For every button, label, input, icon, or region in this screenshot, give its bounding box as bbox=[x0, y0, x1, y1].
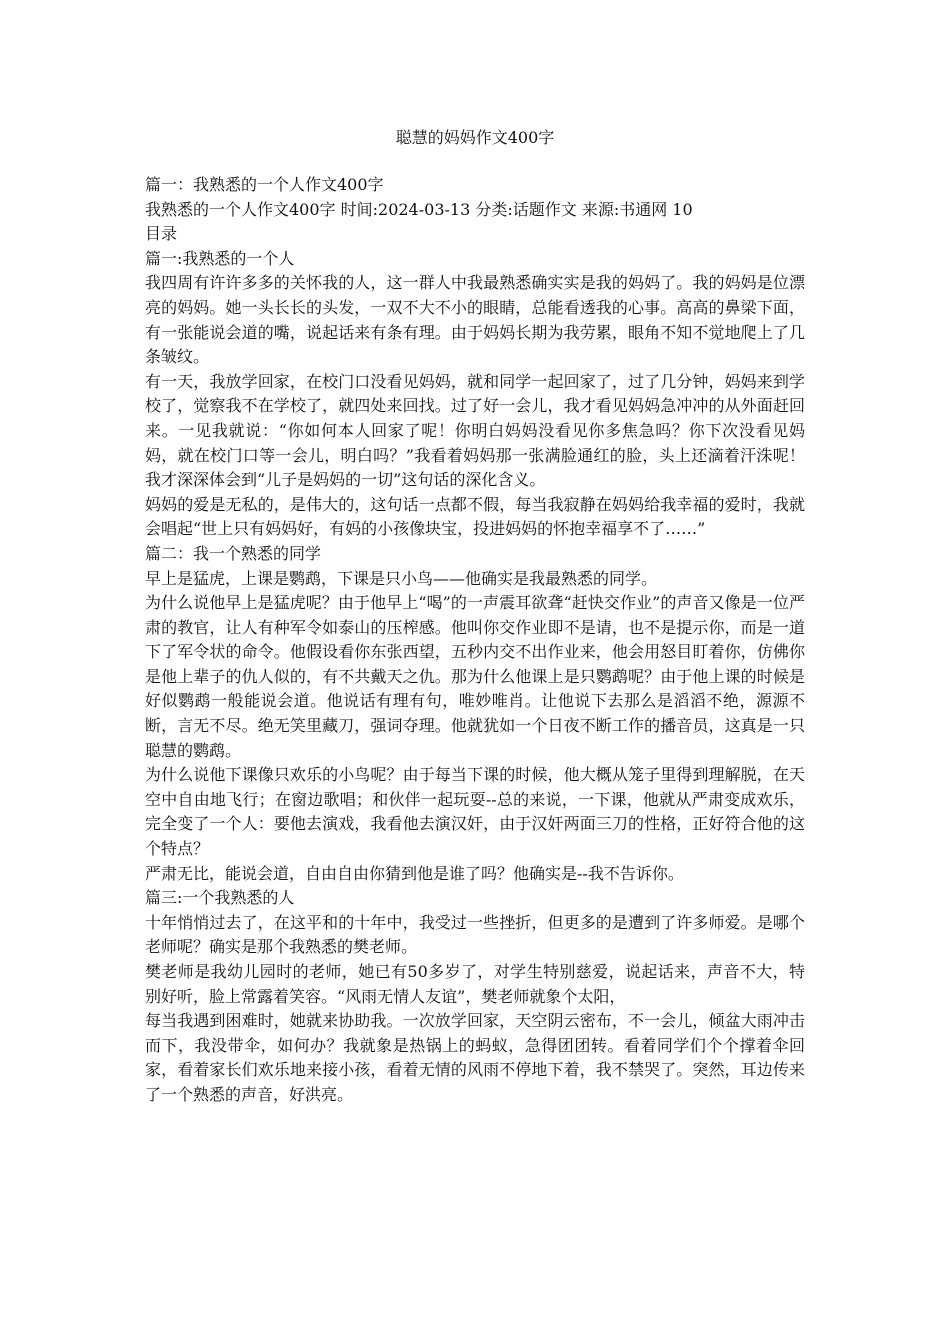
section-heading-1: 篇一：我熟悉的一个人作文400字 bbox=[145, 175, 384, 194]
paragraph: 樊老师是我幼儿园时的老师，她已有50多岁了，对学生特别慈爱，说起话来，声音不大，特别好听，脸上常露着笑容。“风雨无情人友谊”，樊老师就象个太阳， bbox=[145, 962, 805, 1006]
paragraph: 为什么说他下课像只欢乐的小鸟呢？由于每当下课的时候，他大概从笼子里得到理解脱，在天空中自由地飞行；在窗边歌唱；和伙伴一起玩耍--总的来说，一下课，他就从严肃变成欢乐，完全变了一个人：要他去演戏，我看他去演汉奸，由于汉奸两面三刀的性格，正好符合他的这个特点？ bbox=[145, 765, 805, 859]
subsection-heading-1: 篇一:我熟悉的一个人 bbox=[145, 248, 295, 268]
paragraph: 妈妈的爱是无私的，是伟大的，这句话一点都不假，每当我寂静在妈妈给我幸福的爱时，我就会唱起“世上只有妈妈好，有妈的小孩像块宝，投进妈妈的怀抱幸福享不了……” bbox=[145, 494, 805, 539]
document-body bbox=[145, 173, 805, 1108]
paragraph: 严肃无比，能说会道，自由自由你猜到他是谁了吗？他确实是--我不告诉你。 bbox=[145, 863, 684, 883]
document-title: 聪慧的妈妈作文400字 bbox=[395, 128, 555, 147]
section-heading-3: 篇三:一个我熟悉的人 bbox=[145, 888, 295, 908]
section-heading-2: 篇二：我一个熟悉的同学 bbox=[145, 543, 322, 563]
paragraph: 十年悄悄过去了，在这平和的十年中，我受过一些挫折，但更多的是遭到了许多师爱。是哪个老师呢？确实是那个我熟悉的樊老师。 bbox=[145, 912, 805, 957]
paragraph: 早上是猛虎，上课是鹦鹉，下课是只小鸟——他确实是我最熟悉的同学。 bbox=[145, 568, 658, 588]
meta-line: 我熟悉的一个人作文400字 时间:2024-03-13 分类:话题作文 来源:书通网 10 bbox=[145, 199, 693, 219]
paragraph: 每当我遇到困难时，她就来协助我。一次放学回家，天空阴云密布，不一会儿，倾盆大雨冲击而下，我没带伞，如何办？我就象是热锅上的蚂蚁，急得团团转。看着同学们个个撑着伞回家，看着家长们欢乐地来接小孩，看着无情的风雨不停地下着，我不禁哭了。突然，耳边传来了一个熟悉的声音，好洪亮。 bbox=[145, 1011, 805, 1104]
paragraph: 为什么说他早上是猛虎呢？由于他早上“喝”的一声震耳欲聋“赶快交作业”的声音又像是一位严肃的教官，让人有种军令如泰山的压榨感。他叫你交作业即不是请，也不是提示你，而是一道下了军令状的命令。他假设看你东张西望，五秒内交不出作业来，他会用怒目盯着你，仿佛你是他上辈子的仇人似的，有不共戴天之仇。那为什么他课上是只鹦鹉呢？由于他上课的时候是好似鹦鹉一般能说会道。他说话有理有句，唯妙唯肖。让他说下去那么是滔滔不绝，源源不断，言无不尽。绝无笑里藏刀，强词夺理。他就犹如一个日夜不断工作的播音员，这真是一只聪慧的鹦鹉。 bbox=[145, 593, 805, 760]
paragraph: 我四周有许许多多的关怀我的人，这一群人中我最熟悉确实实是我的妈妈了。我的妈妈是位漂亮的妈妈。她一头长长的头发，一双不大不小的眼睛，总能看透我的心事。高高的鼻梁下面，有一张能说会道的嘴，说起话来有条有理。由于妈妈长期为我劳累，眼角不知不觉地爬上了几条皱纹。 bbox=[145, 273, 805, 367]
paragraph: 有一天，我放学回家，在校门口没看见妈妈，就和同学一起回家了，过了几分钟，妈妈来到学校了，觉察我不在学校了，就四处来回找。过了好一会儿，我才看见妈妈急冲冲的从外面赶回来。一见我就说：“你如何本人回家了呢！你明白妈妈没看见你多焦急吗？你下次没看见妈妈，就在校门口等一会儿，明白吗？”我看着妈妈那一张满脸通红的脸，头上还滴着汗洙呢！我才深深体会到“儿子是妈妈的一切”这句话的深化含义。 bbox=[145, 371, 805, 490]
toc-label: 目录 bbox=[145, 224, 178, 244]
